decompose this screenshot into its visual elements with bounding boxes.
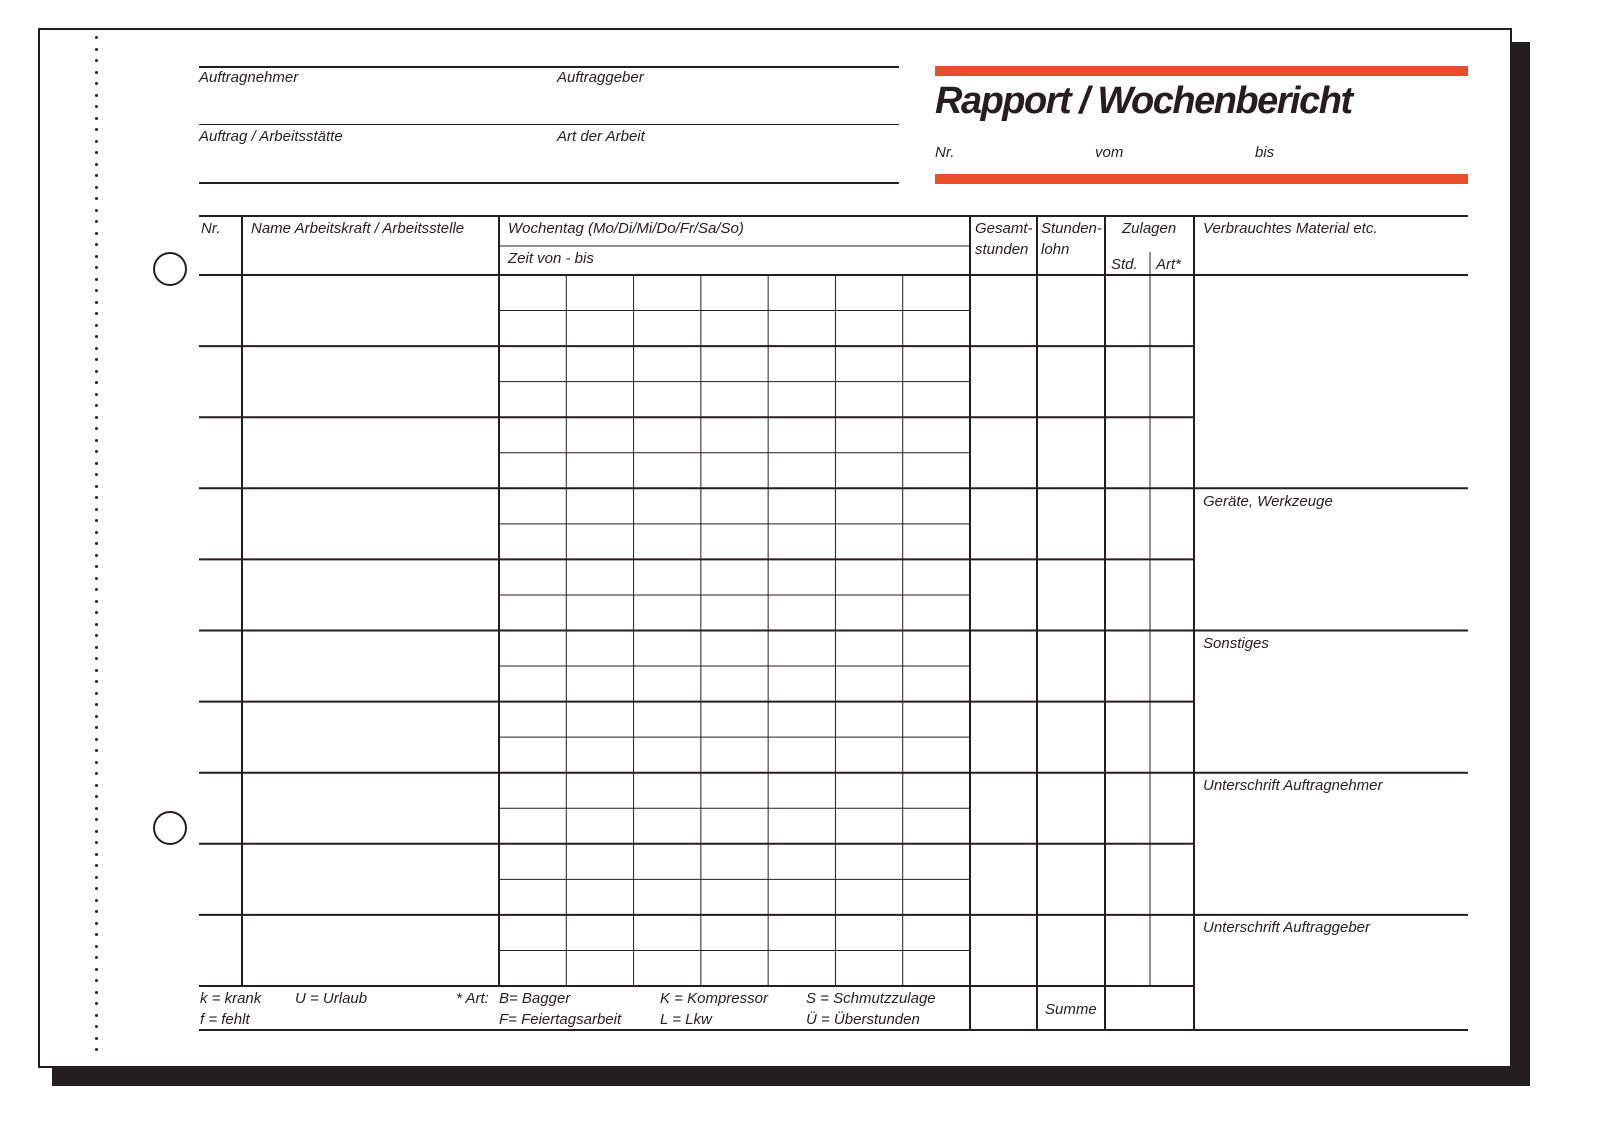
col-wochentag-header: Wochentag (Mo/Di/Mi/Do/Fr/Sa/So) [508, 220, 744, 237]
legend-krank: k = krank [200, 990, 262, 1007]
art-der-arbeit-label: Art der Arbeit [557, 128, 645, 145]
legend-art-prefix: * Art: [456, 990, 489, 1007]
form-title: Rapport / Wochenbericht [935, 80, 1352, 122]
col-art-header: Art* [1156, 256, 1182, 273]
col-std-header: Std. [1111, 256, 1138, 273]
col-gesamt-header-2: stunden [975, 241, 1029, 258]
legend-lkw: L = Lkw [660, 1011, 712, 1028]
auftrag-arbeitsstaette-label: Auftrag / Arbeitsstätte [199, 128, 343, 145]
col-zulagen-header: Zulagen [1122, 220, 1177, 237]
legend-schmutzzulage: S = Schmutzzulage [806, 990, 936, 1007]
nr-label: Nr. [935, 144, 955, 161]
summe-label: Summe [1045, 1001, 1097, 1018]
vom-label: vom [1095, 144, 1124, 161]
legend-bagger: B= Bagger [499, 990, 571, 1007]
col-lohn-header-1: Stunden- [1041, 220, 1102, 237]
col-gesamt-header-1: Gesamt- [975, 220, 1033, 237]
sonstiges-label: Sonstiges [1203, 635, 1269, 652]
bis-label: bis [1255, 144, 1275, 161]
unterschrift-auftraggeber-label: Unterschrift Auftraggeber [1203, 919, 1371, 936]
col-lohn-header-2: lohn [1041, 241, 1070, 258]
col-material-header: Verbrauchtes Material etc. [1203, 220, 1378, 237]
legend-feiertagsarbeit: F= Feiertagsarbeit [499, 1011, 622, 1028]
col-name-header: Name Arbeitskraft / Arbeitsstelle [251, 220, 465, 237]
geraete-werkzeuge-label: Geräte, Werkzeuge [1203, 493, 1333, 510]
unterschrift-auftragnehmer-label: Unterschrift Auftragnehmer [1203, 777, 1383, 794]
legend-kompressor: K = Kompressor [660, 990, 768, 1007]
legend-fehlt: f = fehlt [200, 1011, 250, 1028]
col-nr-header: Nr. [201, 220, 221, 237]
auftraggeber-label: Auftraggeber [557, 69, 644, 86]
auftragnehmer-label: Auftragnehmer [199, 69, 299, 86]
col-zeit-header: Zeit von - bis [508, 250, 594, 267]
legend-ueberstunden: Ü = Überstunden [806, 1011, 920, 1028]
legend-urlaub: U = Urlaub [295, 990, 368, 1007]
